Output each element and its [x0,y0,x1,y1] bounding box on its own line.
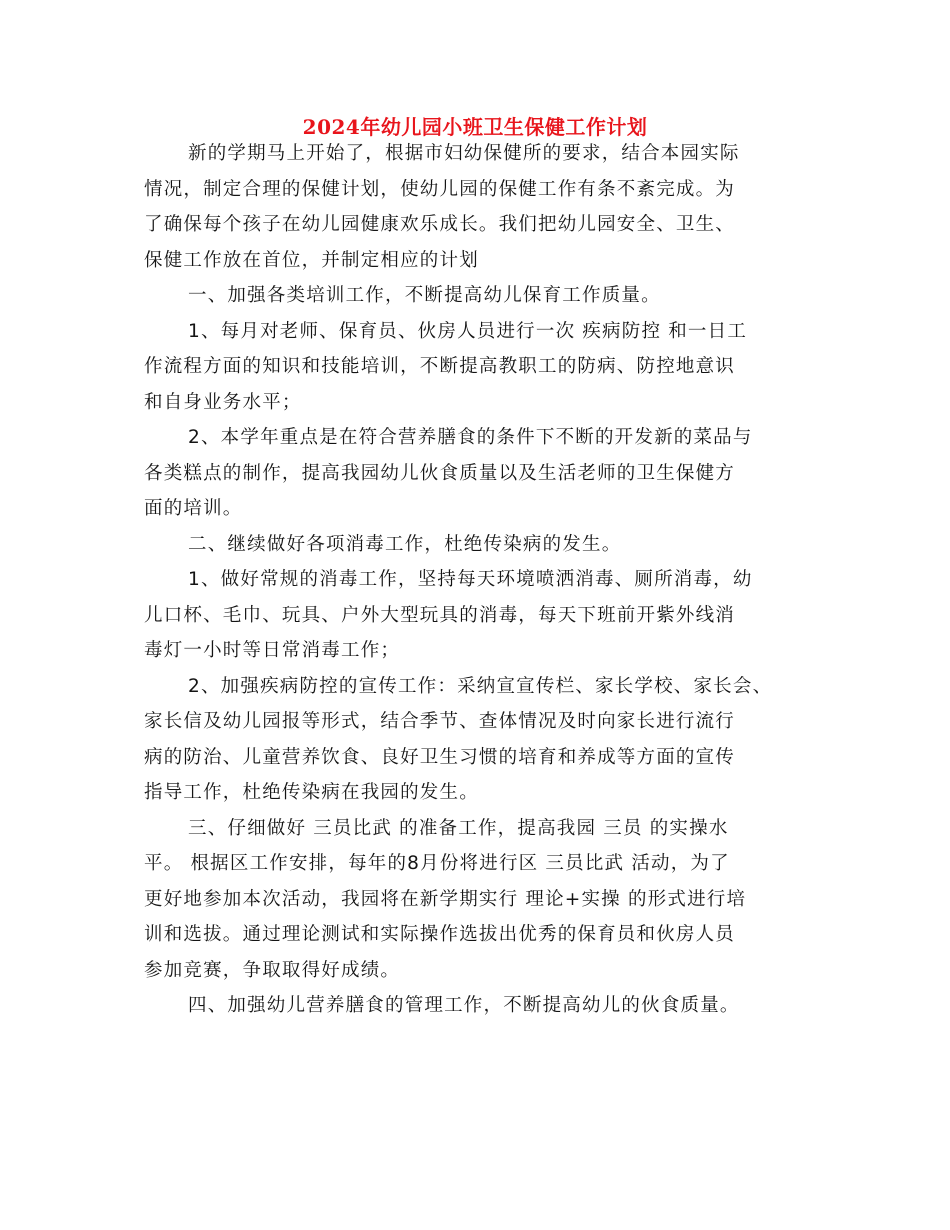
document-body [144,140,824,1028]
paragraph-line: 情况，制定合理的保健计划，使幼儿园的保健工作有条不紊完成。为 [144,178,736,200]
paragraph-line: 和自身业务水平； [144,391,302,413]
paragraph-line: 病的防治、儿童营养饮食、良好卫生习惯的培育和养成等方面的宣传 [144,746,736,768]
paragraph-line: 了确保每个孩子在幼儿园健康欢乐成长。我们把幼儿园安全、卫生、 [144,214,736,235]
paragraph-line: 指导工作，杜绝传染病在我园的发生。 [144,782,479,803]
section-heading-2: 二、继续做好各项消毒工作，杜绝传染病的发生。 [188,533,622,555]
paragraph-line: 毒灯一小时等日常消毒工作； [144,640,401,661]
section-heading-4: 四、加强幼儿营养膳食的管理工作，不断提高幼儿的伙食质量。 [188,995,740,1016]
paragraph-line: 2、本学年重点是在符合营养膳食的条件下不断的开发新的菜品与 [188,427,753,448]
paragraph-line: 训和选拔。通过理论测试和实际操作选拔出优秀的保育员和伙房人员 [144,924,736,945]
paragraph-line: 面的培训。 [144,498,243,519]
paragraph-line: 1、每月对老师、保育员、伙房人员进行一次 疾病防控 和一日工 [188,320,748,342]
paragraph-line: 平。 根据区工作安排，每年的8月份将进行区 三员比武 活动，为了 [144,853,730,874]
paragraph-line: 参加竞赛，争取取得好成绩。 [144,959,401,981]
paragraph-line: 儿口杯、毛巾、玩具、户外大型玩具的消毒，每天下班前开紫外线消 [144,604,736,626]
paragraph-line: 保健工作放在首位，并制定相应的计划 [144,249,479,271]
section-heading-3: 三、仔细做好 三员比武 的准备工作，提高我园 三员 的实操水 [188,817,729,839]
paragraph-line: 家长信及幼儿园报等形式，结合季节、查体情况及时向家长进行流行 [144,711,736,732]
section-heading-1: 一、加强各类培训工作，不断提高幼儿保育工作质量。 [188,285,661,306]
paragraph-line: 1、做好常规的消毒工作，坚持每天环境喷洒消毒、厕所消毒，幼 [188,569,753,590]
paragraph-line: 作流程方面的知识和技能培训，不断提高教职工的防病、防控地意识 [144,356,736,377]
paragraph-line: 新的学期马上开始了，根据市妇幼保健所的要求，结合本园实际 [188,143,740,164]
paragraph-line: 各类糕点的制作，提高我园幼儿伙食质量以及生活老师的卫生保健方 [144,462,736,484]
document-title: 2024年幼儿园小班卫生保健工作计划 [302,115,648,139]
paragraph-line: 2、加强疾病防控的宣传工作：采纳宣宣传栏、家长学校、家长会、 [188,675,773,697]
paragraph-line: 更好地参加本次活动，我园将在新学期实行 理论+实操 的形式进行培 [144,888,747,910]
